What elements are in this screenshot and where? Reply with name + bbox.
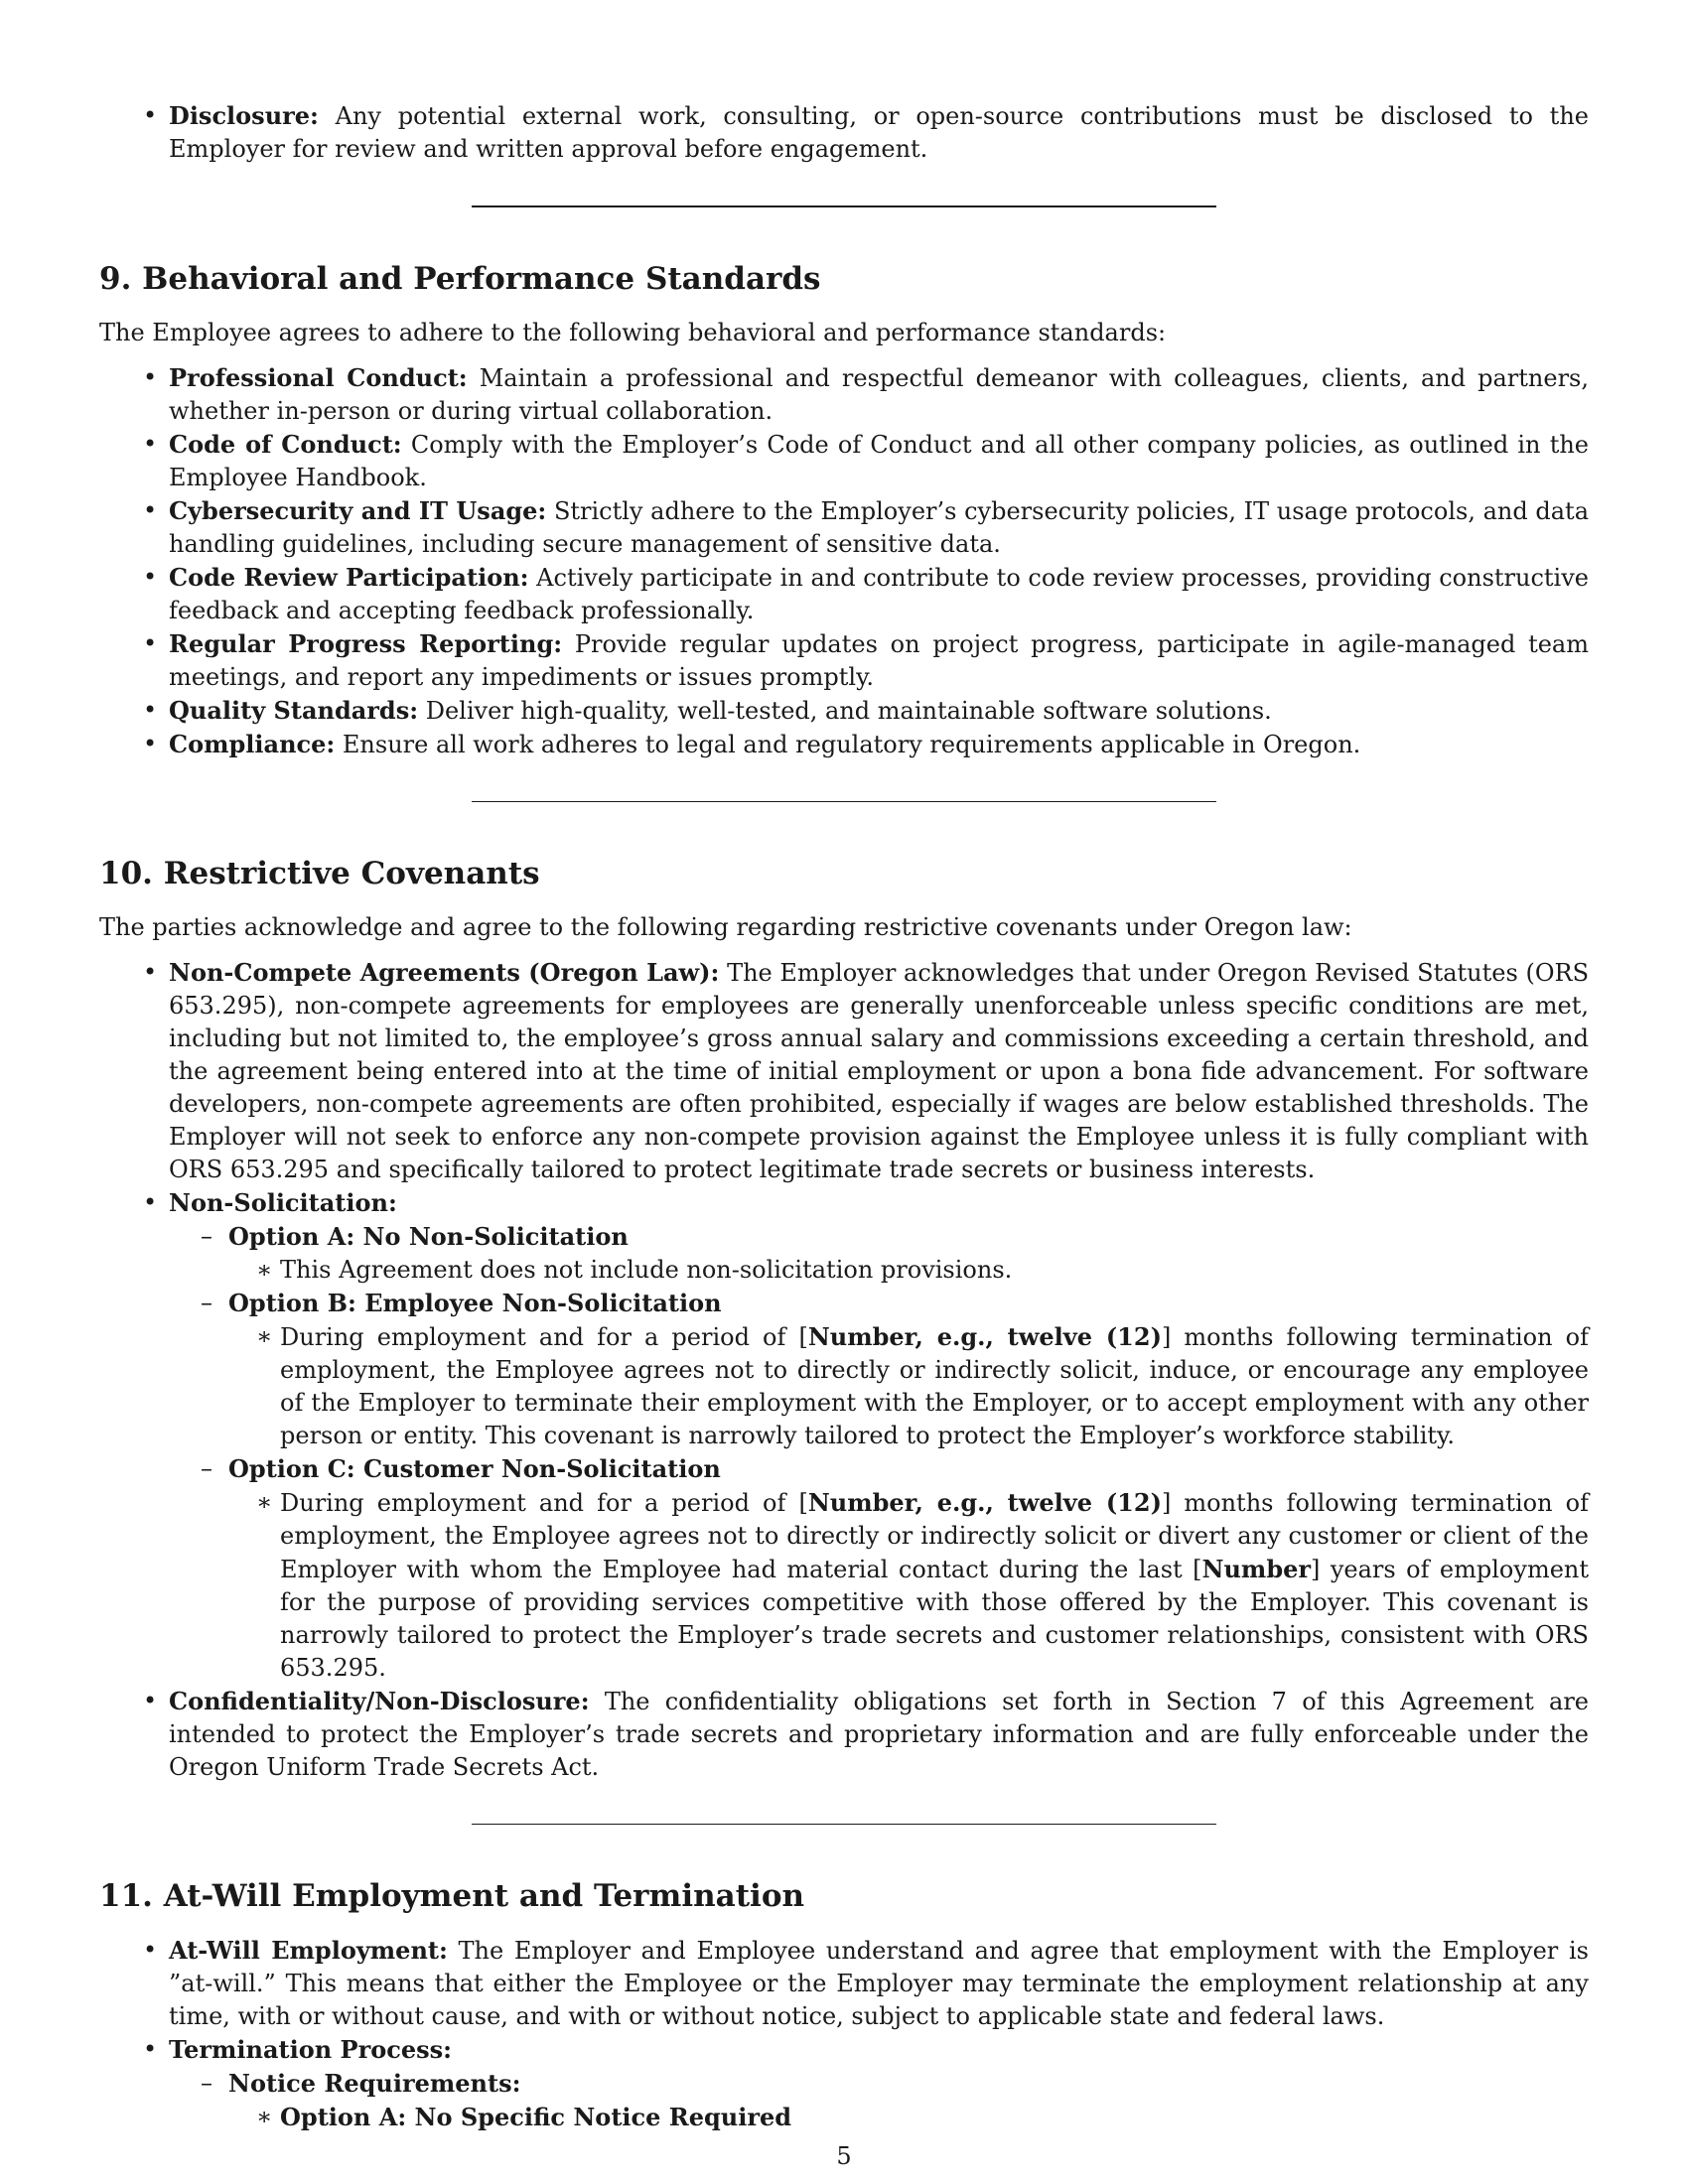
option-label: Notice Requirements:: [228, 2069, 521, 2098]
option-detail: [228, 2101, 1589, 2134]
list-item: [99, 728, 1589, 761]
item-text: The Employer acknowledges that under Oregon Revised Statutes (ORS 653.295), non-compete agreements for employees are generally unenforceable unless specific conditions are met, including but not limited to, the employee’s gross annual salary and commissions exceeding a certain threshold, and the agreement being entered into at the time of initial employment or upon a bona fide advancement. For software developers, non-compete agreements are often prohibited, especially if wages are below established thresholds. The Employer will not seek to enforce any non-compete provision against the Employee unless it is fully compliant with ORS 653.295 and specifically tailored to protect legitimate trade secrets or business interests.: [169, 959, 1590, 1183]
option-detail-list: [228, 1254, 1589, 1287]
list-item: [99, 561, 1589, 627]
option-text-post: ] years of employment for the purpose of providing services competitive with those offered by the Employer. This covenant is narrowly tailored to protect the Employer’s trade secrets and customer relationships, consistent with ORS 653.295.: [280, 1556, 1590, 1682]
option-item: [169, 1220, 1589, 1287]
item-text: Ensure all work adheres to legal and regulatory requirements applicable in Oregon.: [342, 731, 1361, 758]
item-text: Strictly adhere to the Employer’s cybersecurity policies, IT usage protocols, and data handling guidelines, including secure management of sensitive data.: [169, 497, 1589, 558]
section-10-list: [99, 956, 1589, 1784]
item-label: Regular Progress Reporting:: [169, 629, 563, 658]
item-text: The confidentiality obligations set forth in Section 7 of this Agreement are intended to protect the Employer’s trade secrets and proprietary information and are fully enforceable under the Oregon Uniform Trade Secrets Act.: [169, 1688, 1589, 1781]
placeholder-number: Number, e.g., twelve (12): [807, 1488, 1162, 1517]
notice-options: [228, 2101, 1589, 2134]
option-text-mid: ] months following termination of employment, the Employee agrees not to directly or indirectly solicit or divert any customer or client of the Employer with whom the Employee had material contact during the last [: [280, 1489, 1589, 1583]
item-text: Comply with the Employer’s Code of Conduct and all other company policies, as outlined in the Employee Handbook.: [169, 431, 1589, 491]
termination-sublist: [169, 2067, 1589, 2134]
list-item: [99, 99, 1589, 166]
list-item: [99, 1685, 1589, 1784]
document-page: [99, 99, 1589, 2134]
item-text: The Employer and Employee understand and agree that employment with the Employer is ”at-will.” This means that either the Employee or the Employer may terminate the employment relationship at any time, with or without cause, and with or without notice, subject to applicable state and federal laws.: [169, 1937, 1589, 2030]
list-item: [99, 1186, 1589, 1685]
list-item: [99, 627, 1589, 694]
list-item: [99, 2033, 1589, 2134]
section-intro-10: The parties acknowledge and agree to the following regarding restrictive covenants under Oregon law:: [99, 913, 1352, 941]
option-detail: [228, 1486, 1589, 1685]
option-label: Option C: Customer Non-Solicitation: [228, 1454, 721, 1483]
item-text: Any potential external work, consulting, or open-source contributions must be disclosed to the Employer for review and written approval before engagement.: [169, 102, 1589, 163]
item-text: Deliver high-quality, well-tested, and maintainable software solutions.: [425, 697, 1272, 725]
section-heading-11: 11. At-Will Employment and Termination: [99, 1878, 805, 1914]
placeholder-number: Number, e.g., twelve (12): [807, 1322, 1162, 1351]
item-label: Non-Compete Agreements (Oregon Law):: [169, 958, 720, 987]
item-label: Cybersecurity and IT Usage:: [169, 496, 547, 525]
list-item: [99, 694, 1589, 728]
option-item: [169, 1452, 1589, 1685]
item-text: Maintain a professional and respectful demeanor with colleagues, clients, and partners, whether in-person or during virtual collaboration.: [169, 364, 1589, 425]
option-label: Option B: Employee Non-Solicitation: [228, 1289, 722, 1317]
option-item: [169, 2067, 1589, 2134]
list-item: [99, 428, 1589, 494]
item-label: Professional Conduct:: [169, 363, 468, 392]
item-label: Code Review Participation:: [169, 563, 529, 592]
section-9-list: [99, 361, 1589, 761]
item-label: Code of Conduct:: [169, 430, 402, 459]
item-label: Compliance:: [169, 730, 336, 758]
section-heading-10: 10. Restrictive Covenants: [99, 856, 540, 891]
item-label: Disclosure:: [169, 101, 319, 130]
option-text-pre: During employment and for a period of [: [280, 1489, 808, 1517]
option-text-pre: During employment and for a period of [: [280, 1323, 808, 1351]
option-text-post: ] months following termination of employment, the Employee agrees not to directly or indirectly solicit, induce, or encourage any employee of the Employer to terminate their employment with the Employer, or to accept employment with any other person or entity. This covenant is narrowly tailored to protect the Employer’s workforce stability.: [280, 1323, 1589, 1449]
section-11-list: [99, 1934, 1589, 2134]
item-label: At-Will Employment:: [169, 1936, 448, 1965]
option-detail-list: [228, 1486, 1589, 1685]
item-text: Provide regular updates on project progress, participate in agile-managed team meetings, and report any impediments or issues promptly.: [169, 630, 1589, 691]
section-intro-9: The Employee agrees to adhere to the following behavioral and performance standards:: [99, 319, 1167, 346]
list-item: [99, 1934, 1589, 2033]
section-heading-9: 9. Behavioral and Performance Standards: [99, 261, 821, 297]
nonsolicit-options: [169, 1220, 1589, 1685]
item-label: Non-Solicitation:: [169, 1188, 397, 1217]
item-label: Termination Process:: [169, 2035, 453, 2064]
item-label: Quality Standards:: [169, 696, 419, 725]
list-item: [99, 956, 1589, 1186]
page-number: 5: [836, 2142, 852, 2170]
option-text: This Agreement does not include non-solicitation provisions.: [280, 1256, 1013, 1284]
option-detail: [228, 1254, 1589, 1287]
item-text: Actively participate in and contribute to code review processes, providing constructive feedback and accepting feedback professionally.: [169, 564, 1589, 624]
option-label: Option A: No Non-Solicitation: [228, 1222, 629, 1251]
placeholder-years: Number: [1201, 1555, 1312, 1583]
disclosure-list: [99, 99, 1589, 166]
section-divider: [472, 1824, 1216, 1825]
section-divider: [472, 801, 1216, 802]
option-item: [169, 1287, 1589, 1452]
option-detail: [228, 1320, 1589, 1452]
list-item: [99, 361, 1589, 428]
list-item: [99, 494, 1589, 561]
section-divider: [472, 205, 1216, 207]
option-label: Option A: No Specific Notice Required: [280, 2103, 792, 2131]
item-label: Confidentiality/Non-Disclosure:: [169, 1687, 590, 1715]
option-detail-list: [228, 1320, 1589, 1452]
